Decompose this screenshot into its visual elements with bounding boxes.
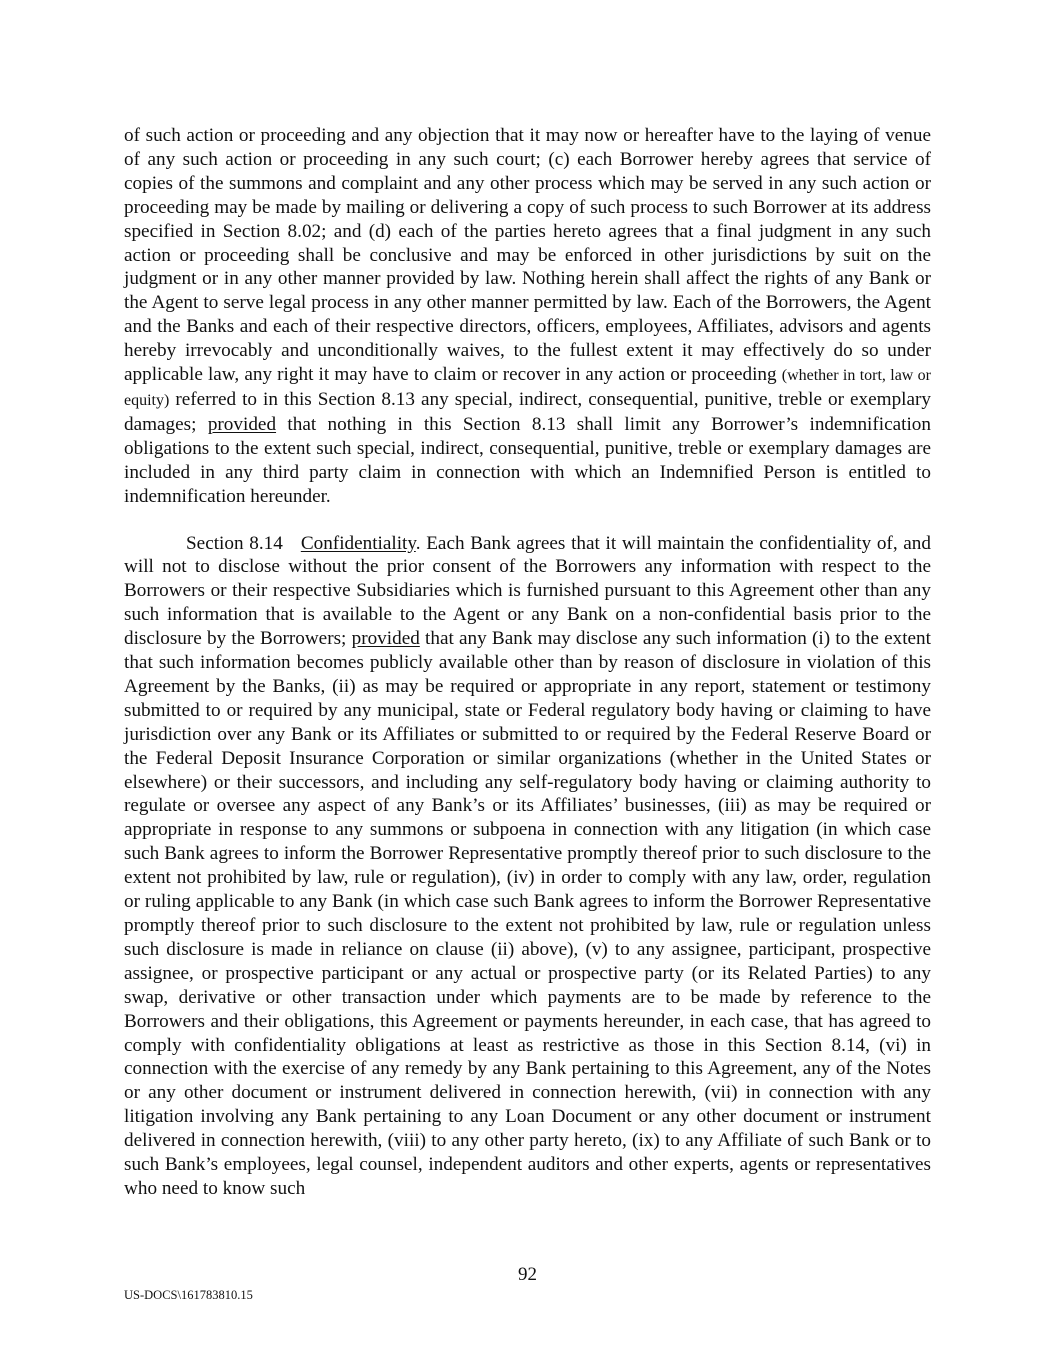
section-heading: Confidentiality <box>300 532 416 554</box>
paragraph-section-8-13-continued <box>124 124 931 509</box>
paragraph-text: of such action or proceeding and any objection that it may now or hereafter have to the laying of venue of any such action or proceeding in any such court; (c) each Borrower hereby agrees that service of copies of the summons and complaint and any other process which may be served in any such action or proceeding may be made by mailing or delivering a copy of such process to such Borrower at its address specified in Section 8.02; and (d) each of the parties hereto agrees that a final judgment in any such action or proceeding shall be conclusive and may be enforced in other jurisdictions by suit on the judgment or in any other manner provided by law. Nothing herein shall affect the rights of any Bank or the Agent to serve legal process in any other manner permitted by law. Each of the Borrowers, the Agent and the Banks and each of their respective directors, officers, employees, Affiliates, advisors and agents hereby irrevocably and unconditionally waives, to the fullest extent it may effectively do so under applicable law, any right it may have to claim or recover in any action or proceeding <box>124 125 931 386</box>
provided-term: provided <box>351 628 420 650</box>
provided-term: provided <box>207 413 277 435</box>
document-page <box>124 124 931 1201</box>
paragraph-section-8-14 <box>124 532 931 1201</box>
paragraph-text: that any Bank may disclose any such information (i) to the extent that such information becomes publicly available other than by reason of disclosure in violation of this Agreement by the Banks, (ii) as may be required or appropriate in any report, statement or testimony submitted to or required by any municipal, state or Federal regulatory body having or claiming to have jurisdiction over any Bank or its Affiliates or submitted to or required by the Federal Reserve Board or the Federal Deposit Insurance Corporation or similar organizations (whether in the United States or elsewhere) or their successors, and including any self-regulatory body having or claiming authority to regulate or oversee any aspect of any Bank’s or its Affiliates’ businesses, (iii) as may be required or appropriate in response to any summons or subpoena in connection with any litigation (in which case such Bank agrees to inform the Borrower Representative promptly thereof prior to such disclosure to the extent not prohibited by law, rule or regulation), (iv) in order to comply with any law, order, regulation or ruling applicable to any Bank (in which case such Bank agrees to inform the Borrower Representative promptly thereof prior to such disclosure to the extent not prohibited by law, rule or regulation unless such disclosure is made in reliance on clause (ii) above), (v) to any assignee, participant, prospective assignee, or prospective participant or any actual or prospective party (or its Related Parties) to any swap, derivative or other transaction under which payments are to be made by reference to the Borrowers and their obligations, this Agreement or payments hereunder, in each case, that has agreed to comply with confidentiality obligations at least as restrictive as those in this Section 8.14, (vi) in connection with the exercise of any remedy by any Bank pertaining to this Agreement, any of the Notes or any other document or instrument delivered in connection herewith, (vii) in connection with any litigation involving any Bank pertaining to any Loan Document or any other document or instrument delivered in connection herewith, (viii) to any other party hereto, (ix) to any Affiliate of such Bank or to such Bank’s employees, legal counsel, independent auditors and other experts, agents or representatives who need to know such <box>124 628 931 1199</box>
section-number: Section 8.14 <box>186 532 283 554</box>
document-id: US-DOCS\161783810.15 <box>124 1288 253 1302</box>
paragraph-text: that nothing in this Section 8.13 shall limit any Borrower’s indemnification obligations to the extent such special, indirect, consequential, punitive, treble or exemplary damages are included in any third party claim in connection with which an Indemnified Person is entitled to indemnification hereunder. <box>124 413 931 507</box>
paragraph-text: . Each Bank agrees that it will maintain the confidentiality of, and will not to disclose without the prior consent of the Borrowers any information with respect to the Borrowers or their respective Subsidiaries which is furnished pursuant to this Agreement other than any such information that is available to the Agent or any Bank on a non-confidential basis prior to the disclosure by the Borrowers; <box>124 532 931 650</box>
paragraph-text: referred to in this Section 8.13 any special, indirect, consequential, punitive, treble or exemplary damages; <box>124 388 931 435</box>
page-number: 92 <box>518 1264 537 1285</box>
parenthetical-small-text: (whether in tort, law or equity) <box>124 367 931 409</box>
